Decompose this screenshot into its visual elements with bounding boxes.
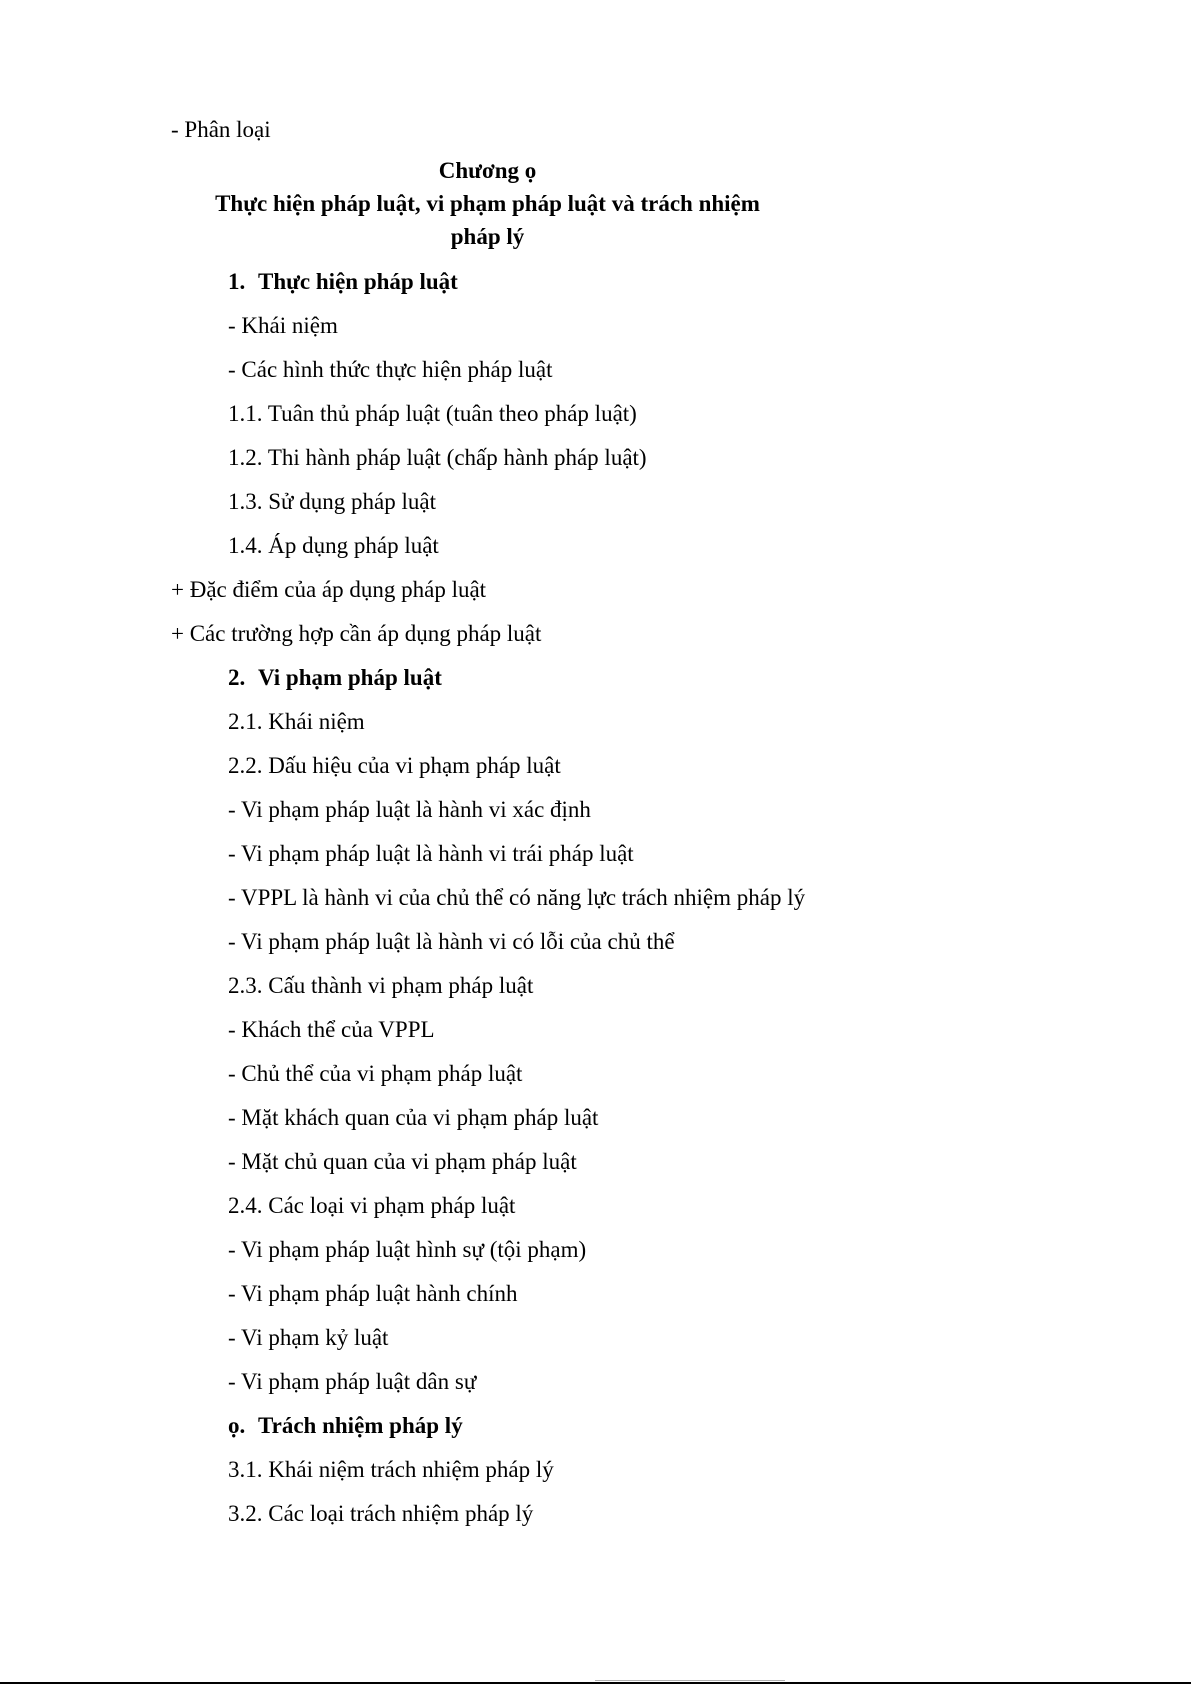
section2-item: - Vi phạm pháp luật hình sự (tội phạm) (228, 1237, 587, 1262)
top-item: - Phân loại (171, 117, 271, 142)
section1-item: 1.1. Tuân thủ pháp luật (tuân theo pháp luật) (228, 401, 637, 426)
footer-rule (0, 1682, 1191, 1684)
section3-item: 3.2. Các loại trách nhiệm pháp lý (228, 1501, 534, 1526)
section1-plus-item: + Đặc điểm của áp dụng pháp luật (171, 577, 487, 602)
section2-item: - Vi phạm pháp luật hành chính (228, 1281, 518, 1306)
section1-item: 1.4. Áp dụng pháp luật (228, 533, 439, 558)
section3-item: 3.1. Khái niệm trách nhiệm pháp lý (228, 1457, 554, 1482)
section2-item: 2.4. Các loại vi phạm pháp luật (228, 1193, 516, 1218)
section2-item: - Vi phạm pháp luật là hành vi có lỗi của chủ thể (228, 929, 675, 954)
section2-item: - Vi phạm pháp luật dân sự (228, 1369, 477, 1394)
section1-item: - Các hình thức thực hiện pháp luật (228, 357, 553, 382)
section1-plus-item: + Các trường hợp cần áp dụng pháp luật (171, 621, 542, 646)
section2-item: - Vi phạm pháp luật là hành vi xác định (228, 797, 591, 822)
section3-heading (228, 1412, 463, 1440)
section2-item: - Mặt chủ quan của vi phạm pháp luật (228, 1149, 577, 1174)
section3-title: Trách nhiệm pháp lý (258, 1413, 463, 1438)
section2-item: - Vi phạm kỷ luật (228, 1325, 389, 1350)
section2-item: - Mặt khách quan của vi phạm pháp luật (228, 1105, 599, 1130)
chapter-title-line1: Thực hiện pháp luật, vi phạm pháp luật và trách nhiệm (215, 191, 760, 216)
section2-item: 2.2. Dấu hiệu của vi phạm pháp luật (228, 753, 561, 778)
section1-item: 1.3. Sử dụng pháp luật (228, 489, 436, 514)
section1-item: - Khái niệm (228, 313, 338, 338)
section1-title: Thực hiện pháp luật (258, 269, 458, 294)
section3-number: ọ. (228, 1413, 246, 1438)
section1-number: 1. (228, 269, 246, 294)
section2-item: 2.1. Khái niệm (228, 709, 365, 734)
section2-item: 2.3. Cấu thành vi phạm pháp luật (228, 973, 534, 998)
section2-item: - Chủ thể của vi phạm pháp luật (228, 1061, 523, 1086)
chapter-label: Chương ọ (438, 158, 537, 183)
section2-heading (228, 664, 442, 692)
section2-item: - Khách thể của VPPL (228, 1017, 435, 1042)
chapter-title-line2: pháp lý (450, 224, 525, 249)
section1-item: 1.2. Thi hành pháp luật (chấp hành pháp luật) (228, 445, 647, 470)
section2-number: 2. (228, 665, 246, 690)
section2-item: - VPPL là hành vi của chủ thể có năng lực trách nhiệm pháp lý (228, 885, 806, 910)
footer-rule-faint (595, 1680, 785, 1681)
section2-title: Vi phạm pháp luật (258, 665, 442, 690)
section1-heading (228, 268, 458, 296)
section2-item: - Vi phạm pháp luật là hành vi trái pháp luật (228, 841, 634, 866)
